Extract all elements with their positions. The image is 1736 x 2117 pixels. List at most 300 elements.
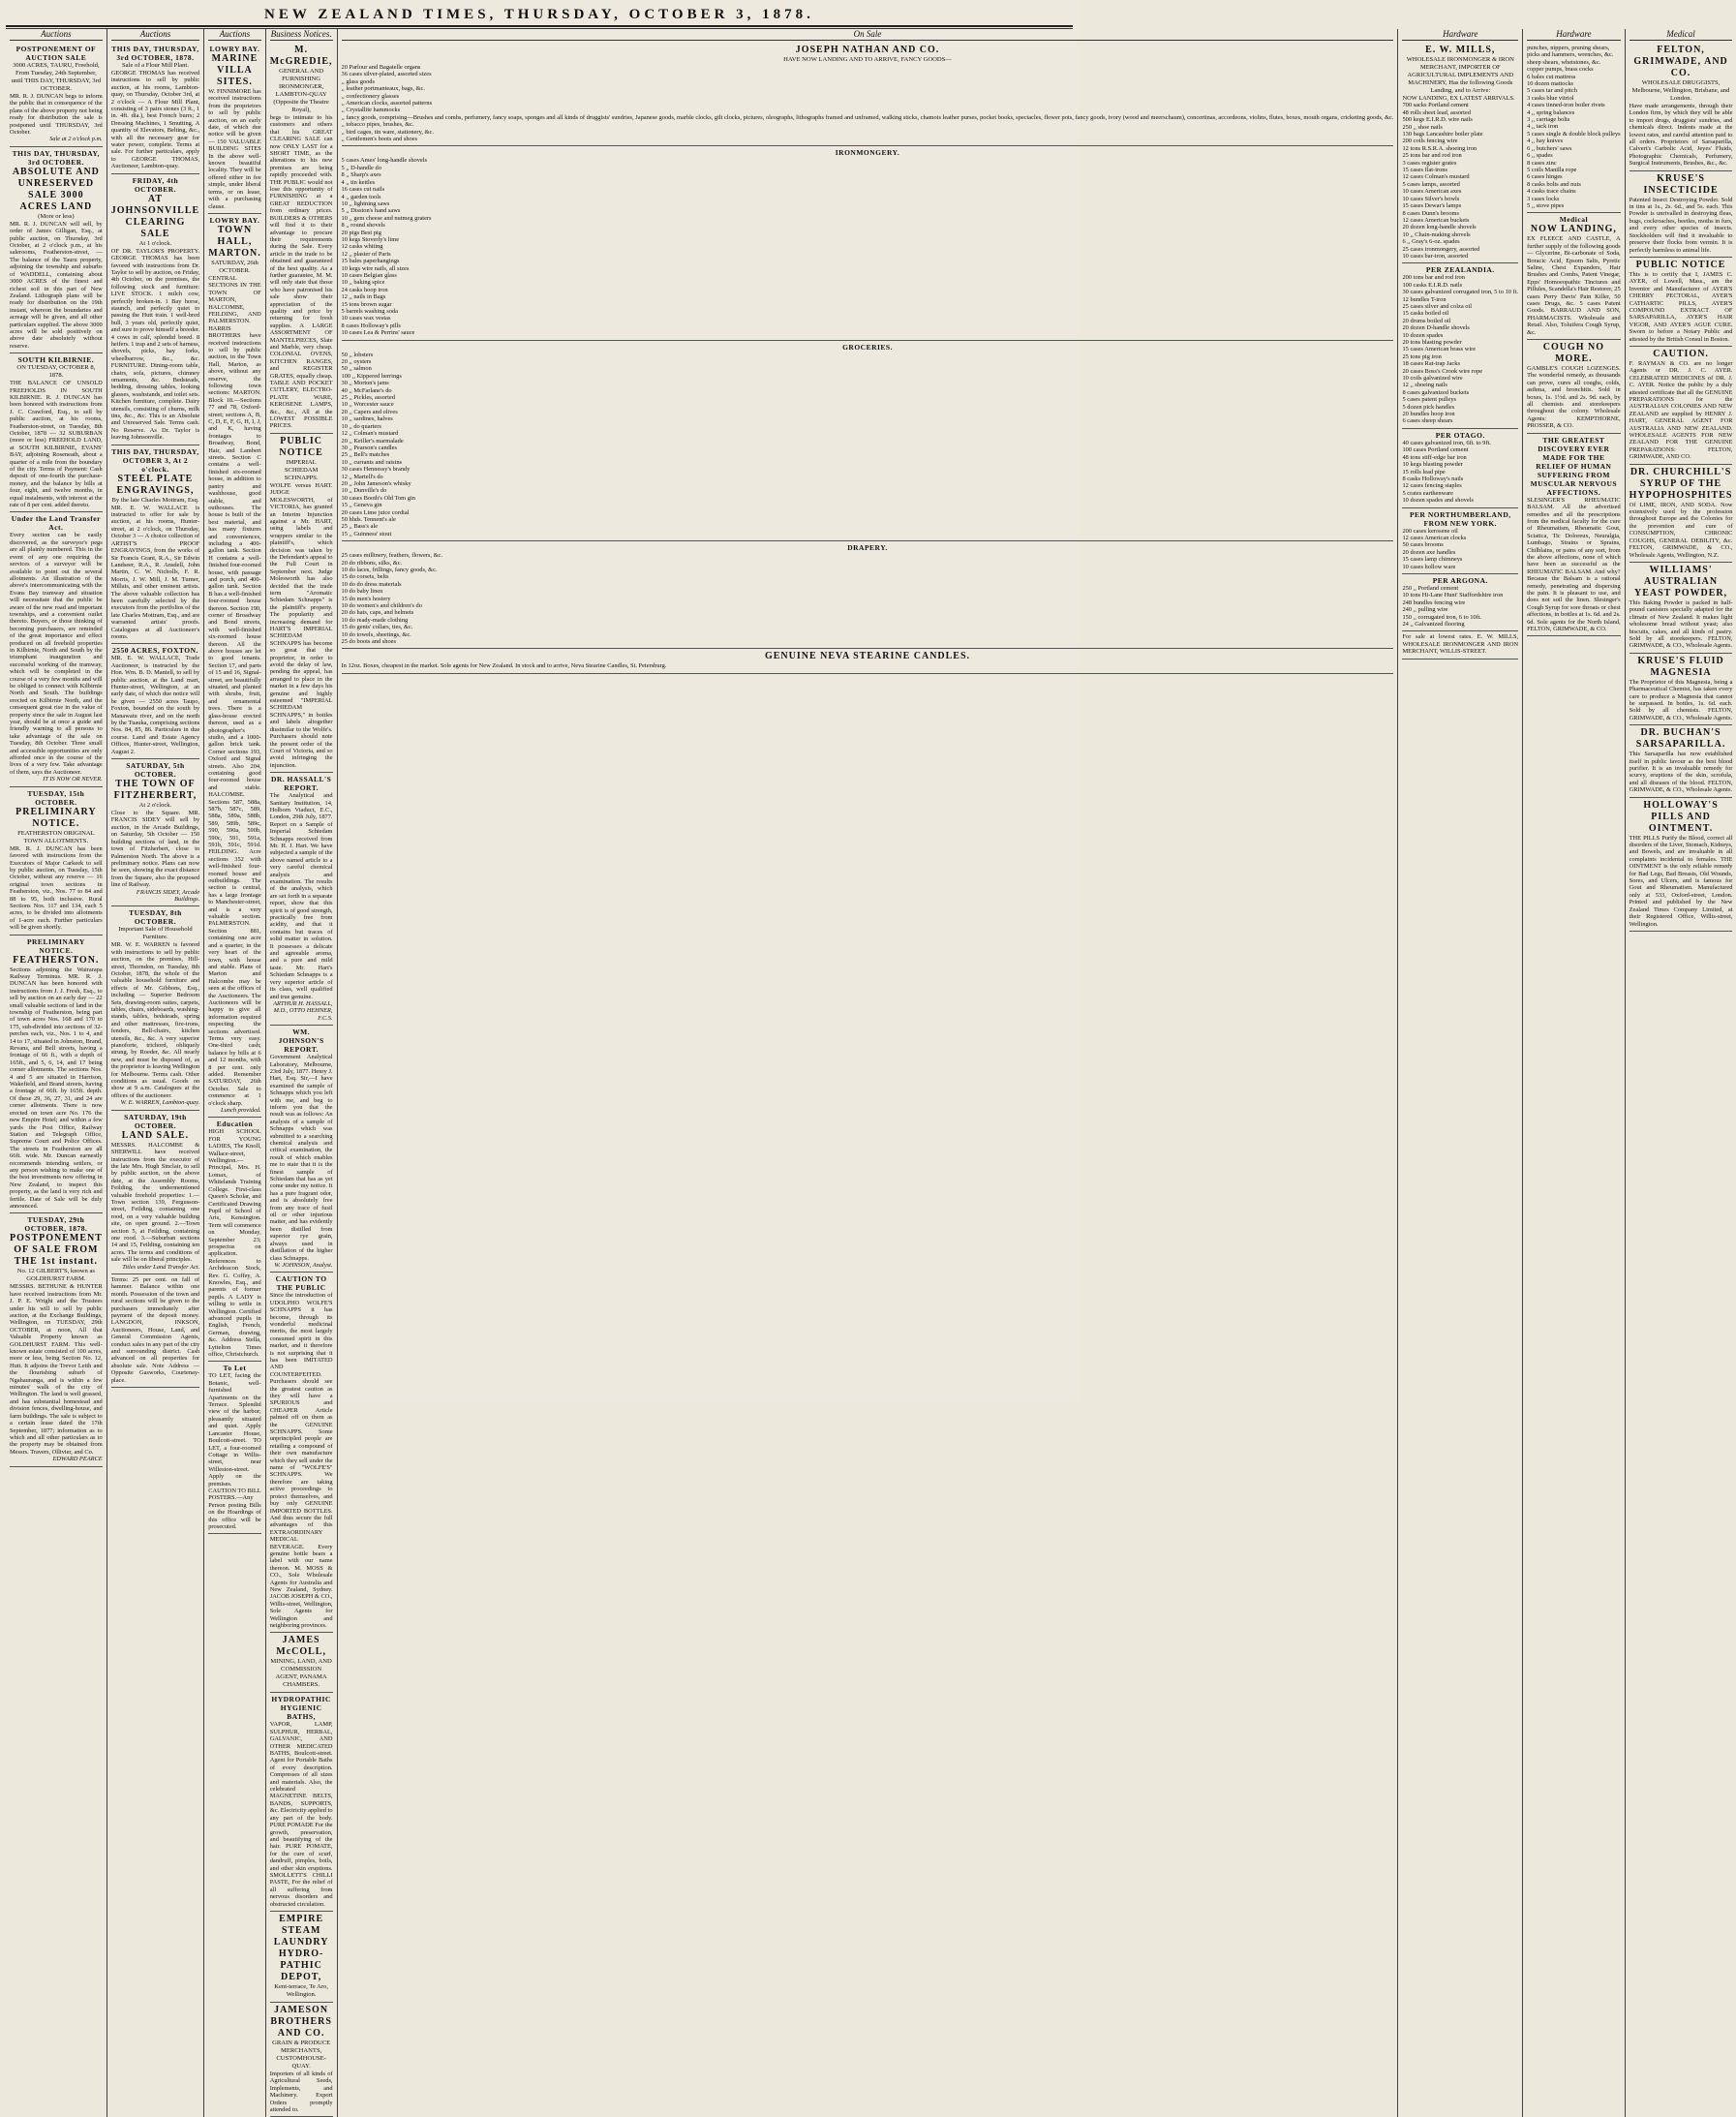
- ad-subtitle: 3000 ACRES, TAURU, Freehold, From Tuesday, 24th September, until THIS DAY, THURSDAY, 3rd OCTOBER.: [11, 62, 102, 92]
- ad-body: SLESINGER'S RHEUMATIC BALSAM. All the advertised remedies and all the prescriptions from the medical faculty for the cure of Rheumatism, Rheumatic Gout, Sciatica, Tic Doloreux, Neuralgia, Lumbago, Strains or Sprains, Chilblains, or pains of any sort, from the above affections, none of which have been as successful as the RHEUMATIC BALSAM. And why? Because the Balsam is a rational remedy, penetrating and dispersing the pain. It is pleasant to use, and does not soil the linen. Slesinger's Cough Syrup for sore throats or chest affections, in bottles at 1s. 6d. and 2s. 6d. Sole agents for the North Island, FELTON, GRIMWADE, & CO.: [1527, 496, 1621, 632]
- ad-title: FELTON, GRIMWADE, AND CO.: [1633, 45, 1728, 78]
- goods-list-item: 10 do ready-made clothing: [341, 616, 409, 624]
- goods-list: [342, 157, 1394, 336]
- ad-title: DR. CHURCHILL'S SYRUP OF THE HYPOPHOSPHITES: [1629, 466, 1733, 501]
- ad-body: THE PILLS Purify the Blood, correct all disorders of the Liver, Stomach, Kidneys, and Bowels, and are invaluable in all complaints incidental to females. THE OINTMENT is the only reliable remedy for Bad Legs, Bad Breasts, Old Wounds, Sores, and Ulcers, and is famous for Gout and Rheumatism. Manufactured only at 533, Oxford-street, London. Printed and published by the New Zealand Times Company Limited, at their Registered Office, Willis-street, Wellington.: [1629, 834, 1733, 928]
- ad-title: STEEL PLATE ENGRAVINGS,: [116, 473, 195, 496]
- advertisement: [270, 1633, 333, 1693]
- ad-body: This Baking Powder is packed in half-pound canisters specially adapted for the climate of New Zealand. It makes light wholesome bread without yeast; also biscuits, cakes, and all kinds of pastry. Sold by all storekeepers. FELTON, GRIMWADE, & CO., Wholesale Agents.: [1629, 598, 1733, 650]
- goods-list-item: 10 ,, lightning saws: [341, 199, 390, 207]
- ad-heading: To Let: [223, 1364, 247, 1373]
- goods-list-item: 16 cases cut nails: [341, 186, 385, 194]
- goods-list-item: ,, Crystallite hammocks: [341, 107, 401, 114]
- goods-list-item: 250 ,, shoe nails: [1402, 123, 1443, 131]
- goods-list-item: 20 bundles hoop iron: [1402, 411, 1455, 418]
- ad-title: MARINE VILLA SITES.: [211, 53, 259, 87]
- goods-list-item: sheep shears, whetstones, &c.: [1527, 58, 1601, 66]
- goods-list: [1402, 528, 1518, 570]
- goods-list-item: 5 coils Manilla rope: [1527, 166, 1577, 173]
- ad-signature: ARTHUR H. HASSALL, M.D., OTTO HEHNER, F.C.S.: [273, 999, 333, 1022]
- goods-list-item: picks and hammers, wrenches, &c.: [1527, 51, 1614, 59]
- ad-heading: HYDROPATHIC HYGIENIC BATHS,: [271, 1695, 331, 1722]
- ad-body: In 12oz. Boxes, cheapest in the market. Sole agents for New Zealand. In stock and to arrive, Neva Stearine Candles, St. Petersburg.: [341, 662, 667, 670]
- advertisement: [270, 1912, 333, 2003]
- ad-body: This is to certify that I, JAMES C. AYER, of Lowell, Mass., am the Inventor and Manufacturer of AYER'S CHERRY PECTORAL, AYER'S CATHARTIC PILLS, AYER'S COMPOUND EXTRACT OF SARSAPARILLA, AYER'S HAIR VIGOR, AND AYER'S AGUE CURE. Sworn to before a Notary Public and attested by the British Consul in Boston.: [1629, 270, 1733, 343]
- ad-subtitle: SATURDAY, 26th OCTOBER.: [211, 259, 259, 274]
- ad-heading: PER NORTHUMBERLAND, FROM NEW YORK.: [1409, 509, 1511, 528]
- ad-title: FEATHERSTON.: [13, 954, 100, 966]
- advertisement: [1402, 508, 1518, 574]
- goods-list-item: 25 cases millinery, feathers, flowers, &c.: [341, 552, 442, 560]
- goods-list-item: 12 cases American buckets: [1402, 216, 1470, 224]
- goods-list-item: 30 ,, Morton's jams: [341, 380, 389, 387]
- goods-list-item: 12 tons R.S.R.A. shoeing iron: [1402, 144, 1477, 152]
- goods-list-item: 240 ,, pulling wire: [1402, 606, 1448, 614]
- goods-list-item: 15 do corsets, belts: [341, 573, 389, 581]
- advertisement: [1629, 347, 1733, 465]
- goods-list-item: 100 cases Portland cement: [1402, 446, 1469, 454]
- goods-list-item: 50 ,, lobsters: [341, 351, 374, 358]
- advertisement: [1402, 631, 1518, 659]
- ad-title: EMPIRE STEAM LAUNDRY HYDRO-PATHIC DEPOT,: [273, 1913, 329, 1982]
- goods-list-item: 30 ,, Pearson's candles: [341, 444, 397, 451]
- goods-list-item: 130 bags Lancashire boiler plate: [1402, 131, 1483, 138]
- ad-title: DR. BUCHAN'S SARSAPARILLA.: [1635, 727, 1726, 751]
- goods-list-item: 50 ,, salmon: [341, 365, 372, 373]
- ad-subtitle: No. 12 GILBERT'S, known as GOLDHURST FARM.: [16, 1268, 95, 1283]
- ad-title: M. McGREDIE,: [269, 45, 333, 67]
- ad-subtitle: MINING, LAND, AND COMMISSION AGENT, PANAMA CHAMBERS.: [270, 1658, 332, 1689]
- goods-list-item: 4 ,, tin kettles: [341, 178, 376, 186]
- goods-list-item: 8 ,, round shovels: [341, 222, 385, 230]
- advertisement: [1527, 213, 1621, 340]
- ad-body: MR. R. J. DUNCAN will sell, by order of James Gilligan, Esq., at public auction, on Thursday, 3rd October, at 2 o'clock p.m., at his salerooms, Featherston-street, — The balance of the Tauru property, adjoining the township and suburbs of WADDELL, containing about 3000 ACRES of the finest and richest soil in this part of New Zealand. Lithograph plans will be ready for distribution on the 19th instant, whereon the boundaries and acreage will be given, and all other particulars supplied. The above 3000 acres will be sold positively on above date absolutely without reserve.: [10, 220, 103, 350]
- ad-title: ABSOLUTE AND UNRESERVED SALE 3000 ACRES LAND: [12, 166, 100, 212]
- goods-list-item: 20 do ribbons, silks, &c.: [341, 559, 403, 567]
- masthead-rule: [6, 25, 1073, 27]
- advertisement: [270, 43, 333, 434]
- column-6: [1397, 29, 1522, 2117]
- ad-heading: DR. HASSALL'S REPORT.: [270, 775, 332, 793]
- goods-list-item: 10 ,, sardines, halves: [341, 415, 393, 423]
- ad-body: F. RAYMAN & CO. are no longer Agents or DR. J. C. AYER. CELEBRATED MEDICINES of DR. J. C. AYER. Notice the public by a duly attested certificate that all the GENUINE PREPARATIONS for the AUSTRALIAN COLONIES AND NEW ZEALAND are supplied by HENRY J. HART, GENERAL AGENT FOR AUSTRALIA AND NEW ZEALAND. WHOLESALE AGENTS FOR NEW ZEALAND FOR THE GENUINE PREPARATIONS: FELTON, GRIMWADE, AND CO.: [1629, 359, 1733, 461]
- ad-heading: WM. JOHNSON'S REPORT.: [278, 1028, 324, 1055]
- goods-list-item: 10 cases American axes: [1402, 188, 1462, 196]
- goods-list-item: 10 do towels, sheetings, &c.: [341, 630, 411, 638]
- goods-list-item: 12 cases Colman's mustard: [1402, 173, 1470, 181]
- goods-list-item: 12 cases American clocks: [1402, 534, 1467, 541]
- goods-list-item: 5 ,, Disston's hand saws: [341, 207, 401, 215]
- ad-heading: SATURDAY, 5th OCTOBER.: [126, 761, 185, 780]
- goods-list-item: 10 do laces, frillings, fancy goods, &c.: [341, 567, 438, 573]
- ad-subtitle: At 2 o'clock.: [138, 802, 172, 810]
- goods-list-item: ,, American clocks, assorted patterns: [341, 100, 433, 107]
- ad-body: EX FLEECE AND CASTLE, A further supply of the following goods — Glycerine, Bi-carbonate of Soda, Boracic Acid, Epsom Salts, Pyretic Saline, Chest Expanders, Hair Brushes and Combs, Patent Vinegar, Epps' Homoeopathic Tinctures and Pillules, Scandella's Hair Restorer, 25 cases Perry Davis' Pain Killer, 50 cases Drugs, &c. 5 cases Patent Goods. BARRAUD AND SON, PHARMACISTS. Wholesale and Retail. Also, Toluifera Cough Syrup, &c.: [1527, 235, 1621, 336]
- goods-list-item: 500 kegs E.I.R.D. wire nails: [1402, 116, 1473, 124]
- ad-subtitle: Sale of a Flour Mill Plant.: [122, 62, 189, 69]
- goods-list-item: 8 casks Holloway's nails: [1402, 475, 1464, 482]
- advertisement: [208, 43, 261, 214]
- goods-list-item: 8 casks bolts and nuts: [1527, 180, 1581, 188]
- goods-list-item: 10 ,, Worcester sauce: [341, 401, 394, 409]
- ad-body: W. FINNIMORE has received instructions from the proprietors to sell by public auction, on an early date, of which due notice will be given — 150 VALUABLE BUILDING SITES In the above well-known beautiful locality. They will be offered either in fee simple, under liberal terms, or on lease, with a purchasing clause.: [208, 88, 261, 210]
- ad-body: MR. R. J. DUNCAN begs to inform the public that in consequence of the plans of the above property not being ready for distribution the sale is postponed until THURSDAY, 3rd October.: [10, 93, 103, 137]
- ad-signature: W. E. WARREN, Lambton-quay.: [120, 1099, 200, 1107]
- ad-title: WILLIAMS' AUSTRALIAN YEAST POWDER,: [1633, 564, 1728, 598]
- goods-list-item: 12 ,, nails in Bags: [341, 293, 386, 301]
- advertisement: [10, 43, 103, 147]
- ad-heading: THIS DAY, THURSDAY, 3rd OCTOBER.: [12, 148, 101, 167]
- advertisement: [342, 649, 1394, 673]
- ad-title: PUBLIC NOTICE: [1635, 259, 1726, 270]
- advertisement: [1629, 43, 1733, 171]
- goods-list-item: 5 ,, stove pipes: [1527, 201, 1565, 209]
- ad-heading: THIS DAY, THURSDAY, 3rd OCTOBER, 1878.: [111, 45, 199, 62]
- ad-body: MR. R. J. DUNCAN has been favored with instructions from the Executors of Major Carkeek to sell by public auction, on Tuesday, 15th October, without any reserve — 16 original town sections in Featherston, viz., Nos. 77 to 84 and 88 to 95, both inclusive. Rural Sections Nos. 117 and 134, each 5 acres, to be divided into allotments of 1-acre each. Further particulars will be given shortly.: [10, 844, 103, 932]
- goods-list-item: 12 ,, Martell's do: [341, 473, 383, 480]
- goods-list-item: 3 cases register grates: [1402, 159, 1457, 167]
- advertisement: [342, 341, 1394, 542]
- ad-heading: TUESDAY, 8th OCTOBER.: [129, 908, 182, 927]
- ad-body: This Sarsaparilla has now established itself in public favour as the best blood purifier. It is an invaluable remedy for scurvy, eruptions of the skin, scrofula, and all diseases of the blood. FELTON, GRIMWADE, & CO., Wholesale Agents.: [1629, 751, 1733, 794]
- ad-title: E. W. MILLS,: [1425, 45, 1496, 55]
- goods-list-item: 12 casks whiting: [341, 243, 383, 251]
- ad-title: CAUTION.: [1653, 348, 1709, 359]
- goods-list-item: 250 ,, Portland cement: [1402, 584, 1459, 592]
- goods-list-item: 10 ,, currants and raisins: [341, 458, 403, 466]
- advertisement: [208, 1118, 261, 1362]
- goods-list-item: 15 tons brown sugar: [341, 300, 392, 308]
- ad-heading: PER ARGONA.: [1432, 575, 1488, 585]
- ad-body: Importers of all kinds of Agricultural Seeds, Implements, and Machinery. Export Orders promptly attended to.: [269, 2070, 333, 2113]
- ad-body: CENTRAL SECTIONS IN THE TOWN OF MARTON, HALCOMBE, FEILDING, AND PALMERSTON. HARRIS BROTHERS have received instructions to sell by public auction, in the Town Hall, Marton, as above, without any reserve, the following town sections: MARTON. Block 18.—Sections 77 and 78, Oxford-street; sections A, B, C, D, E, F, G, H, I, J, and K, having frontages to Broadway, Bond, Hair, and Lambert streets. Section C contains a well-finished six-roomed house, in addition to pantry and washhouse, good stable, and outhouses. The house is built of the best material, and has many fixtures and conveniences, including a 400-gallon tank. Section H contains a well-finished four-roomed house, with passage and porch, and 400-gallon tank. Section B has a well-finished four-roomed house thereon. Section 190, corner of Broadway and Bond streets, with well-finished six-roomed house thereon. All the above houses are let to good tenants. Section 17, and parts of 15 and 16, Signal-street, are beautifully situated, and planted with shrubs, fruit, and ornamental trees. There is a glass-house erected thereon, used as a photographer's studio, and a 1000-gallon brick tank. Corner sections 193, Oxford and Signal streets. Also 204, containing good four-roomed house and stable. HALCOMBE. Sections 587, 588a, 587b, 587c, 589, 588a, 589a, 588b, 589, 589b, 589c, 590, 590a, 590b, 590c, 591, 591a, 591b, 591c, 591d. FEILDING. Acre sections 352 with well-finished four-roomed house and outbuildings. The section is central, has a large frontage to Manchester-street, and is a very valuable section. PALMERSTON. Section 881, containing one acre and a quarter, in the very heart of the town, with house and stable. Plans of Marton and Halcombe may be seen at the offices of the Auctioneers. The Auctioneers will be happy to give all information required respecting the sections advertised. Terms very easy. One-third cash; balance by bills at 6 and 12 months, with 8 per cent. only added. Remember SATURDAY, 26th October. Sale to commence at 1 o'clock sharp.: [208, 274, 261, 1107]
- goods-list-item: 20 Parlour and Bagatelle organs: [341, 64, 421, 71]
- goods-list: [342, 64, 1394, 142]
- advertisement: [208, 214, 261, 1119]
- goods-list-item: 6 ,, Gray's 6-oz. spades: [1402, 238, 1460, 246]
- ad-heading: Education: [216, 1120, 254, 1129]
- goods-list: [1402, 440, 1518, 505]
- advertisement: [111, 759, 199, 906]
- ad-title: AT JOHNSONVILLE CLEARING SALE: [110, 193, 200, 239]
- column-heading: Business Notices.: [270, 29, 332, 39]
- column-heading: Auctions: [10, 29, 103, 41]
- ad-body: The Proprietor of this Magnesia, being a Pharmaceutical Chemist, has taken every care to produce a Magnesia that cannot be surpassed. In bottles, 1s. 6d. each. Sold by all chemists. FELTON, GRIMWADE, & CO., Wholesale Agents.: [1629, 678, 1733, 721]
- ad-title: KRUSE'S INSECTICIDE: [1643, 172, 1719, 196]
- advertisement: [1402, 263, 1518, 429]
- advertisement: [1402, 574, 1518, 631]
- column-heading: Hardware: [1527, 29, 1621, 41]
- advertisement: [270, 1026, 333, 1273]
- goods-list-item: 15 ,, Geneva gin: [341, 502, 382, 509]
- goods-list-item: 20 tons blasting powder: [1402, 339, 1462, 346]
- goods-list-item: 20 cases Boss's Crook wire rope: [1402, 367, 1483, 375]
- goods-list-item: 5 cases single & double block pulleys: [1527, 130, 1621, 138]
- ad-heading: Medical: [1559, 215, 1589, 225]
- goods-list-item: 5 cases Ames' long-handle shovels: [341, 157, 428, 165]
- goods-list-item: 15 do gents' collars, ties, &c.: [341, 624, 413, 631]
- ad-heading: THE GREATEST DISCOVERY EVER MADE FOR THE RELIEF OF HUMAN SUFFERING FROM MUSCULAR NERVOUS AFFECTIONS.: [1530, 435, 1618, 497]
- ad-body: HIGH SCHOOL FOR YOUNG LADIES, The Knoll, Wallace-street, Wellington.—Principal, Mrs. H. Lomax, of Whitelands Training College. First-class Queen's Scholar, and Certificated Drawing Pupil of School of Arts, Kensington. Term will commence on Monday, September 23; prospectus on application. References to Archdeacon Stock, Rev. G. Coffey, A. Knowles, Esq., and parents of former pupils. A LADY is willing to settle in Wellington. Certified advanced pupils in English, French, German, drawing, &c. Address Stella, Lyttelton Times office, Christchurch.: [208, 1128, 261, 1359]
- advertisement: [1629, 654, 1733, 725]
- goods-list-item: 30 cases Booth's Old Tom gin: [341, 494, 415, 502]
- goods-list-item: 20 do hats, caps, and helmets: [341, 609, 414, 617]
- ad-title: TOWN HALL, MARTON.: [208, 224, 261, 259]
- ad-signature: Lunch provided.: [221, 1107, 261, 1115]
- advertisement: [10, 512, 103, 786]
- advertisement: [1402, 429, 1518, 508]
- goods-list-item: 5 cases patent pulleys: [1402, 396, 1457, 404]
- goods-list-item: 8 cases Dunn's brooms: [1402, 209, 1459, 217]
- goods-list-item: 4 cases tinned-iron boiler rivets: [1527, 102, 1605, 109]
- goods-list-item: 10 do do dress materials: [341, 580, 402, 588]
- goods-list-item: 5 cases lamps, assorted: [1402, 180, 1460, 188]
- goods-list-item: 12 ,, shoeing nails: [1402, 382, 1447, 389]
- ad-title: HOLLOWAY'S PILLS AND OINTMENT.: [1643, 799, 1719, 834]
- goods-list-item: 10 ,, do quarters: [341, 422, 381, 430]
- ad-subtitle: (More or less): [38, 212, 75, 220]
- ad-body: TO LET, facing the Botanic, well-furnished Apartments on the Terrace. Splendid view of the harbor; pleasantly situated and quiet. Apply Lancaster House, Boulcott-street. TO LET, a four-roomed Cottage in Willis-street, near Willeston-street. Apply on the premises. CAUTION TO BILL POSTERS.—Any Person posting Bills on the Hoardings of this office will be prosecuted.: [208, 1372, 261, 1530]
- column-heading: Auctions: [111, 29, 199, 41]
- goods-list-item: 3 cases locks: [1527, 195, 1560, 202]
- goods-list-item: 200 coils fencing wire: [1402, 138, 1458, 145]
- ad-body: Every section can be easily discovered, as the surveyor's pegs are all plainly numbered. This in the event of any one requiring the services of a surveyor will be available to point out the several allotments. An illustration of the above's intercommunicating with the Evans Bay tramway and situation will necessitate that the public be aware of the new road and important townships, and a convenient outlet thereto. Buyers, or those thinking of becoming purchasers, are reminded of the great importance and effect produced on all freehold properties in Kilbirnie, North and South by the triumphant inauguration and successful working of the tramway, which will be completed in the course of a very few months and will be obliged to connect with Kilbirnie North and South. The buildings erected on Kilbirnie North, and the consequent great rise in the value of property since the sale in August last year, should be at once a guide and friendly warning to all persons to take advantage of the sale on Tuesday, 8th October. Three small and accessible opportunities are only afforded once in the course of the lives of a very few. Take advantage of them, says the Auctioneer.: [10, 532, 103, 776]
- advertisement: [111, 43, 199, 174]
- goods-list-item: 12 ,, plaster of Paris: [341, 250, 391, 258]
- goods-list-item: ,, glass goods: [341, 77, 375, 85]
- ad-body: For sale at lowest rates. E. W. MILLS, WHOLESALE IRONMONGER AND IRON MERCHANT, WILLIS-STREET.: [1402, 633, 1519, 656]
- goods-list-item: 4 ,, hay knives: [1527, 138, 1564, 145]
- goods-list-item: 30 cases galvanized corrugated iron, 5 to 10 ft.: [1402, 289, 1519, 296]
- goods-list-item: 18 cases Rat-trap Jacks: [1402, 360, 1460, 368]
- ad-body: Of LIME, IRON, AND SODA. Now extensively used by the profession throughout Europe and the Colonies for the prevention and cure of CONSUMPTION, CHRONIC COUGHS, GENERAL DEBILITY, &c. FELTON, GRIMWADE, & CO., Wholesale Agents, Wellington, N.Z.: [1629, 501, 1733, 559]
- goods-list-item: 50 cases brooms: [1402, 541, 1444, 549]
- ad-heading: PER OTAGO.: [1435, 430, 1485, 440]
- goods-list-item: 36 cases silver-plated, assorted sizes: [341, 71, 432, 78]
- advertisement: [1629, 563, 1733, 654]
- goods-list-item: 8 cases Holloway's pills: [341, 322, 401, 329]
- column-heading: Auctions: [208, 29, 261, 41]
- advertisement: [1402, 43, 1518, 263]
- goods-list-item: 15 do men's hosiery: [341, 595, 391, 602]
- ad-title: JAMESON BROTHERS AND CO.: [270, 2004, 332, 2039]
- advertisement: [1629, 171, 1733, 258]
- goods-list-item: 15 cases lamp chimneys: [1402, 556, 1463, 564]
- advertisement: [10, 353, 103, 512]
- goods-list-item: 25 tons bar and rod iron: [1402, 152, 1462, 160]
- goods-list-item: 25 tons pig iron: [1402, 353, 1442, 360]
- advertisement: [208, 1362, 261, 1534]
- goods-list-item: 15 cases American brass wire: [1402, 346, 1477, 353]
- goods-list-item: 10 coils galvanized wire: [1402, 375, 1463, 383]
- goods-list-item: 5 dozen pick handles: [1402, 403, 1455, 411]
- goods-list-item: 24 ,, Galvanized flooring: [1402, 621, 1465, 628]
- goods-list-item: 10 cases Silver's bowls: [1402, 195, 1460, 202]
- goods-list-item: 20 drums boiled oil: [1402, 317, 1451, 324]
- ad-subtitle: Important Sale of Household Furniture.: [118, 926, 193, 941]
- ad-subtitle: HAVE NOW LANDING AND TO ARRIVE, FANCY GOODS—: [783, 56, 952, 63]
- ad-title: JAMES McCOLL,: [276, 1635, 326, 1658]
- goods-list: [1402, 585, 1518, 628]
- goods-list-item: 10 kegs blasting powder: [1402, 461, 1463, 469]
- ad-body: MR. E. W. WALLACE, Trade Auctioneer, is instructed by the Hon. Wm. B. D. Mantell, to sell by public auction, at the Land mart, Hunter-street, Wellington, at an early date, of which due notice will be given — 2550 acres Taupo, Foxton, bounded on the south by Manawatu river, and on the north by the Tuauka, comprising sections Nos. 84, 85, 86. Particulars in due course. Land and Estate Agency Offices, Hunter-street, Wellington, August 2.: [110, 655, 200, 755]
- ad-body: GEORGE THOMAS has received instructions to sell by public auction, at his rooms, Lambton-quay, on Thursday, October 3rd, at 2 o'clock — A Flour Mill Plant, consisting of 3 pairs stones (3 ft., 1 in. 4ft. dia.), best French burrs; 2 Dressing Machines, 1 Smutting, A quantity of Elevators, Belting, &c., with all the necessary gear for water power, complete. Terms at sale. For further particulars, apply to GEORGE THOMAS, Auctioneer, Lambton-quay.: [110, 70, 200, 170]
- ad-body: THE BALANCE OF UNSOLD FREEHOLDS IN SOUTH KILBIRNIE. R. J. DUNCAN has been honored with instructions from J. C. Crawford, Esq., to sell by public auction, at his rooms, Featherston-street, on Tuesday, 8th October, 1878 — 32 SUBURBAN (more or less) FREEHOLD LAND, at SOUTH KILBIRNIE, EVANS' BAY, adjoining Roseneath, about a quarter of a mile from the boundary of the city. Terms of Payment: Cash deposit of one-fourth the purchase-money, and the balance by bills at four, eight, and twelve months, in equal instalments, with interest at the rate of 8 per cent. added thereto.: [10, 380, 103, 509]
- ad-heading: 2550 ACRES, FOXTON.: [111, 646, 198, 656]
- advertisement: [342, 43, 1394, 146]
- advertisement: [1629, 798, 1733, 932]
- goods-list-item: 15 rolls lead pipe: [1402, 468, 1446, 476]
- advertisement: [111, 906, 199, 1110]
- goods-list-item: 12 bundles T-iron: [1402, 295, 1447, 303]
- ad-signature: FRANCIS SIDEY, Arcade Buildings.: [136, 888, 200, 903]
- goods-list: [342, 352, 1394, 538]
- advertisement: [1629, 465, 1733, 563]
- ad-heading: LOWRY BAY.: [209, 45, 260, 53]
- ad-heading: SOUTH KILBIRNIE.: [17, 355, 95, 365]
- goods-list-item: 15 ,, Guinness' stout: [341, 530, 392, 537]
- column-1: [6, 29, 107, 2117]
- goods-list-item: 25 ,, Bass's ale: [341, 523, 379, 531]
- goods-list-item: 8 cases galvanized buckets: [1402, 388, 1470, 396]
- goods-list: [1527, 45, 1621, 209]
- goods-list-item: 25 cases silver and colza oil: [1402, 302, 1472, 310]
- goods-list-item: 6 ,, spades: [1527, 152, 1553, 160]
- ad-title: PRELIMINARY NOTICE.: [15, 806, 97, 829]
- ad-signature: Sale at 2 o'clock p.m.: [49, 136, 103, 143]
- ad-subtitle: IMPERIAL SCHIEDAM SCHNAPPS.: [284, 458, 319, 481]
- goods-list-item: 20 dozen axe handles: [1402, 548, 1456, 556]
- goods-list-item: ,, leather portmanteaux, bags, &c.: [341, 85, 425, 93]
- ad-heading: GROCERIES.: [842, 342, 893, 352]
- column-4: [265, 29, 337, 2117]
- ad-body: MESSRS. HALCOMBE & SHERWILL have received instructions from the executor of the late Mrs. Hugh Sinclair, to sell by public auction, on the above date, at the Assembly Rooms, Feilding, the undermentioned valuable freehold properties: 1.—Town section 139, Fergusson-street, Feilding, containing one rood, on a very valuable building site, on open ground. 2.—Town section 5, at Feilding, containing one rood. 3.—Suburban sections 14 and 15, Feilding, containing ten acres. The terms and conditions of sale will be on liberal principles.: [110, 1141, 200, 1264]
- goods-list-item: punches, nippers, pruning shears,: [1527, 45, 1610, 51]
- goods-list-item: ,, Gentlemen's boots and shoes: [341, 136, 418, 143]
- advertisement: [270, 773, 333, 1026]
- goods-list-item: 200 tons bar and rod iron: [1402, 274, 1465, 282]
- ad-heading: THIS DAY, THURSDAY, OCTOBER 3, At 2 o'clock.: [111, 446, 199, 474]
- goods-list-item: 5 crates earthenware: [1402, 489, 1453, 497]
- goods-list-item: 10 kegs wire nails, all sizes: [341, 264, 410, 272]
- goods-list-item: 3 ,, carriage bolts: [1527, 116, 1570, 124]
- goods-list-item: 15 bales paperhangings: [341, 258, 400, 265]
- ad-subtitle: By the late Charles Mottram, Esq.: [111, 496, 199, 504]
- ad-signature: EDWARD PEARCE: [52, 1456, 103, 1463]
- ad-title: THE TOWN OF FITZHERBERT,: [113, 779, 198, 802]
- goods-list-item: 10 ,, gem cheese and nutmeg graters: [341, 214, 432, 222]
- ad-body: OF DR. TAYLOR'S PROPERTY. GEORGE THOMAS has been favored with instructions from Dr. Taylor to sell by auction, on Friday, 4th October, on the premises, the following stock and furniture: LIVE STOCK. 1 milch cow, perfectly broken-in. 1 Bay horse, staunch, and perfectly quiet to passing the Hutt train. 1 well-bred bull, 3 years old, perfectly quiet, and sure to prove himself a breeder. 4 cows in calf, splendid breed. 8 heifers. 1 trap and 2 sets of harness, shovels, picks, hay forks, wheelbarrow, &c., &c. FURNITURE. Dining-room table, chairs, sofa, pictures, chimney ornaments, &c. Bedsteads, bedding, dressing tables, looking glasses, washstands, and toilet sets. Kitchen furniture, complete. Dairy utensils, consisting of churns, milk tins, &c., &c. This is an Absolute and Unreserved Sale. Terms cash. No Reserve. As Dr. Taylor is leaving Johnsonville.: [110, 247, 200, 442]
- advertisement: [270, 1693, 333, 1912]
- ad-subtitle: Kent-terrace, Te Aro, Wellington.: [274, 1982, 329, 1998]
- goods-list-item: 700 sacks Portland cement: [1402, 102, 1469, 109]
- goods-list-item: 20 ,, Keiller's marmalade: [341, 437, 404, 445]
- goods-list-item: 10 do baby linen: [341, 588, 383, 596]
- ad-heading: IRONMONGERY.: [835, 148, 900, 158]
- ad-subtitle: ON TUESDAY, OCTOBER 8, 1878.: [16, 364, 96, 380]
- columns: [6, 29, 1733, 2113]
- ad-subtitle: At 1 o'clock.: [138, 239, 172, 247]
- advertisement: [111, 445, 199, 645]
- goods-list-item: 20 dozen long-handle shovels: [1402, 224, 1477, 231]
- goods-list-item: 20 ,, Capers and olives: [341, 408, 398, 415]
- column-heading: On Sale: [342, 29, 1394, 41]
- ad-heading: PRELIMINARY NOTICE.: [26, 936, 85, 955]
- goods-list-item: 25 cases ironmongery, assorted: [1402, 245, 1480, 253]
- ad-title: POSTPONEMENT OF SALE FROM THE 1st instant.: [10, 1233, 103, 1268]
- goods-list-item: 48 tons stiff-edge bar iron: [1402, 453, 1467, 461]
- ad-body: Since the introduction of UDOLPHO WOLFE'S SCHNAPPS it has become, through its wonderful medicinal merits, the most largely consumed spirit in this market, and it therefore is not surprising that it has been IMITATED AND COUNTERFEITED. Purchasers should see the greatest caution as they will have a SPURIOUS and CHEAPER Article palmed off on them as the GENUINE SCHNAPPS. Some unprincipled people are retailing a compound of their own manufacture which they sell under the name of "WOLFE'S" SCHNAPPS. We therefore are taking active proceedings to protect themselves, and buy only GENUINE IMPORTED BOTTLES. And thus secure the full advantages of this EXTRAORDINARY MEDICAL BEVERAGE. Every genuine bottle bears a label with our name thereon. M. MOSS & CO., Sole Wholesale Agents for Australia and New Zealand, Sydney. JACOB JOSEPH & CO., Willis-street, Wellington, Sole Agents for Wellington and neighboring provinces.: [269, 1292, 333, 1629]
- goods-list-item: 6 cases sheep shears: [1402, 417, 1453, 425]
- advertisement: [1629, 725, 1733, 797]
- goods-list-item: 10 tons Hi-Lane Hunt' Staffordshire iron: [1402, 592, 1504, 599]
- goods-list-item: 4 ,, spring balances: [1527, 108, 1575, 116]
- ad-body: The Analytical and Sanitary Institution, 14, Holborn Viaduct, E.C., London, 29th July, 1877. Report on a Sample of Imperial Schiedam Schnapps received from Mr. H. J. Hart. We have subjected a sample of the above named article to a very careful chemical analysis and examination. The results of the analysis, which are set forth in a separate report, show that this spirit is of good strength, practically free from acidity, and that it contains but traces of solid matter in solution. It possesses a delicate and agreeable aroma, and a pure and mild taste. Mr. Hart's Schiedam Schnapps is a very superior article of its class, well qualified and true genuine.: [269, 792, 333, 1000]
- goods-list-item: 20 dozen D-handle shovels: [1402, 324, 1470, 332]
- column-2: [107, 29, 203, 2117]
- advertisement: [111, 644, 199, 759]
- goods-list-item: 4 ,, garden tools: [341, 193, 381, 200]
- column-8: [1625, 29, 1736, 2117]
- goods-list-item: ,, bird cages, tin ware, stationery, &c.: [341, 128, 434, 136]
- advertisement: [270, 2003, 333, 2117]
- ad-body: NOW LANDING, EX LATEST ARRIVALS.: [1402, 95, 1515, 102]
- goods-list-item: 10 cases wax vestas: [341, 315, 391, 322]
- advertisement: [270, 1273, 333, 1633]
- goods-list-item: 20 ,, oysters: [341, 358, 372, 366]
- advertisement: [270, 434, 333, 773]
- column-5: [337, 29, 1398, 2117]
- goods-list-item: 10 cases hollow ware: [1402, 563, 1456, 570]
- goods-list-item: 10 cases Lea & Perrins' sauce: [341, 329, 415, 337]
- goods-list-item: ,, tobacco pipes, brushes, &c.: [341, 121, 414, 129]
- ad-heading: LOWRY BAY.: [209, 215, 260, 225]
- ad-body: Close to the Square. MR. FRANCIS SIDEY will sell by auction, in the Arcade Buildings, on Saturday, 5th October — 150 building sections of land, in the town of Fitzherbert, close to Palmerston North. The above is a preliminary notice. Plans can now be seen, showing the exact distance from the Square, also the proposed line of Railway.: [110, 810, 200, 889]
- column-heading: Medical: [1629, 29, 1733, 41]
- advertisement: [342, 146, 1394, 340]
- advertisement: [10, 147, 103, 353]
- goods-list-item: 200 cases kerosene oil: [1402, 527, 1458, 535]
- ad-title: LAND SALE.: [121, 1129, 190, 1141]
- ad-title: JOSEPH NATHAN AND CO.: [795, 45, 940, 55]
- goods-list-item: ,, fancy goods, comprising—Brushes and combs, perfumery, fancy soaps, sponges and all kinds of druggists' sundries, Japanese goods, marble clocks, gilt clocks, pictures, oleographs, lithographs framed and unframed, walking sticks, chamois leather purses, pocket books, spectacles, flower pots, fancy goods, ivory (wood and meerschaum), concertinas, accordeons, violins, flutes, boxes, mouth organs, cricketing goods, &c.: [341, 113, 1394, 121]
- ad-signature: IT IS NOW OR NEVER.: [43, 776, 103, 783]
- goods-list: [342, 552, 1394, 645]
- goods-list-item: 100 ,, Kippered herrings: [341, 372, 402, 380]
- goods-list-item: 10 dozen spades and shovels: [1402, 497, 1474, 505]
- goods-list-item: 10 cases Belgian glass: [341, 271, 397, 279]
- goods-list-item: 6 ,, butchers' saws: [1527, 144, 1572, 152]
- goods-list-item: 5 barrels washing soda: [341, 308, 398, 315]
- ad-heading: PER ZEALANDIA.: [1425, 265, 1495, 275]
- goods-list-item: 15 casks boiled oil: [1402, 310, 1449, 318]
- goods-list-item: 30 cases Hennessy's brandy: [341, 466, 411, 474]
- ad-subtitle: GENERAL AND FURNISHING IRONMONGER, LAMBTON-QUAY (Opposite the Theatre Royal),: [273, 68, 329, 113]
- ad-body: MR. W. E. WARREN is favored with instructions to sell by public auction, on the premises, Hill-street, Thorndon, on Tuesday, 8th October, 1878, the whole of the valuable household furniture and effects of Mr. Gibbons, Esq., including — Superior Bedroom Sets, drawing-room suites, carpets, tables, chairs, sideboards, washing-stands, tables, bedsteads, spring and other mattresses, fire-irons, fenders, Bell-chairs, kitchen utensils, &c., &c. A very superior pianoforte, trichord, obliquely strung, by Roeder, &c. All nearly new, and must be disposed of, as the proprietor is leaving Wellington for Melbourne. Terms cash. Other conditions as usual. Goods on show at 9 a.m. Catalogues at the offices of the auctioneer.: [110, 941, 200, 1099]
- goods-list-item: 40 ,, McFarlane's do: [341, 386, 392, 394]
- advertisement: [1527, 434, 1621, 637]
- column-3: [203, 29, 265, 2117]
- goods-list-item: 10 dozen mattocks: [1527, 80, 1574, 88]
- ad-heading: Under the Land Transfer Act.: [11, 514, 101, 533]
- ad-body: WOLFE versus HART. JUDGE MOLESWORTH, of VICTORIA, has granted an Interim Injunction against a Mr. HART, using labels and wrappers similar to the plaintiff's, which decision was taken by the Defendant's appeal to the Full Court in September next. Judge Molesworth has also decided that the trade term "Aromatic Schiedam Schnapps" is the plaintiff's property. The popularity and increasing demand for HART'S IMPERIAL SCHIEDAM SCHNAPPS has become so great that the proprietor, in order to avoid the delay of law, pending the appeal, has arranged to place in the market in a few days his genuine and highly esteemed "IMPERIAL SCHIEDAM SCHNAPPS," in bottles and labels altogether dissimilar to the Wolfe's. Purchasers should note the present order of the Court of Victoria, and so avoid infringing the injunction.: [269, 481, 333, 769]
- advertisement: [111, 1111, 199, 1274]
- ad-body: begs to intimate to his customers and others that his GREAT CLEARING SALE can now ONLY LAST for a SHORT TIME, as the alterations to his new premises are being rapidly proceeded with. THE PUBLIC would not lose this opportunity of FURNISHING at a GREAT REDUCTION from ordinary prices. BUILDERS & OTHERS will find it to their advantage to procure their requirements during the Sale. Every article in the trade to be obtained and guaranteed of the best quality. As a further guarantee, M. M. will only state that those who have patronised his sale show their appreciation of the quality and price by returning for fresh supplies. A LARGE ASSORTMENT OF MANTELPIECES, Slate and Marble, very cheap. COLONIAL OVENS, KITCHEN RANGES, and REGISTER GRATES, equally cheap. TABLE AND POCKET CUTLERY, ELECTRO-PLATE WARE, KEROSENE LAMPS, &c., &c., All at the LOWEST POSSIBLE PRICES.: [269, 114, 333, 430]
- goods-list-item: 5 cases tar and pitch: [1527, 87, 1577, 95]
- ad-title: COUGH NO MORE.: [1542, 342, 1605, 365]
- goods-list-item: 12 cases fencing staples: [1402, 482, 1462, 490]
- goods-list-item: 3 casks blue vitriol: [1527, 94, 1574, 102]
